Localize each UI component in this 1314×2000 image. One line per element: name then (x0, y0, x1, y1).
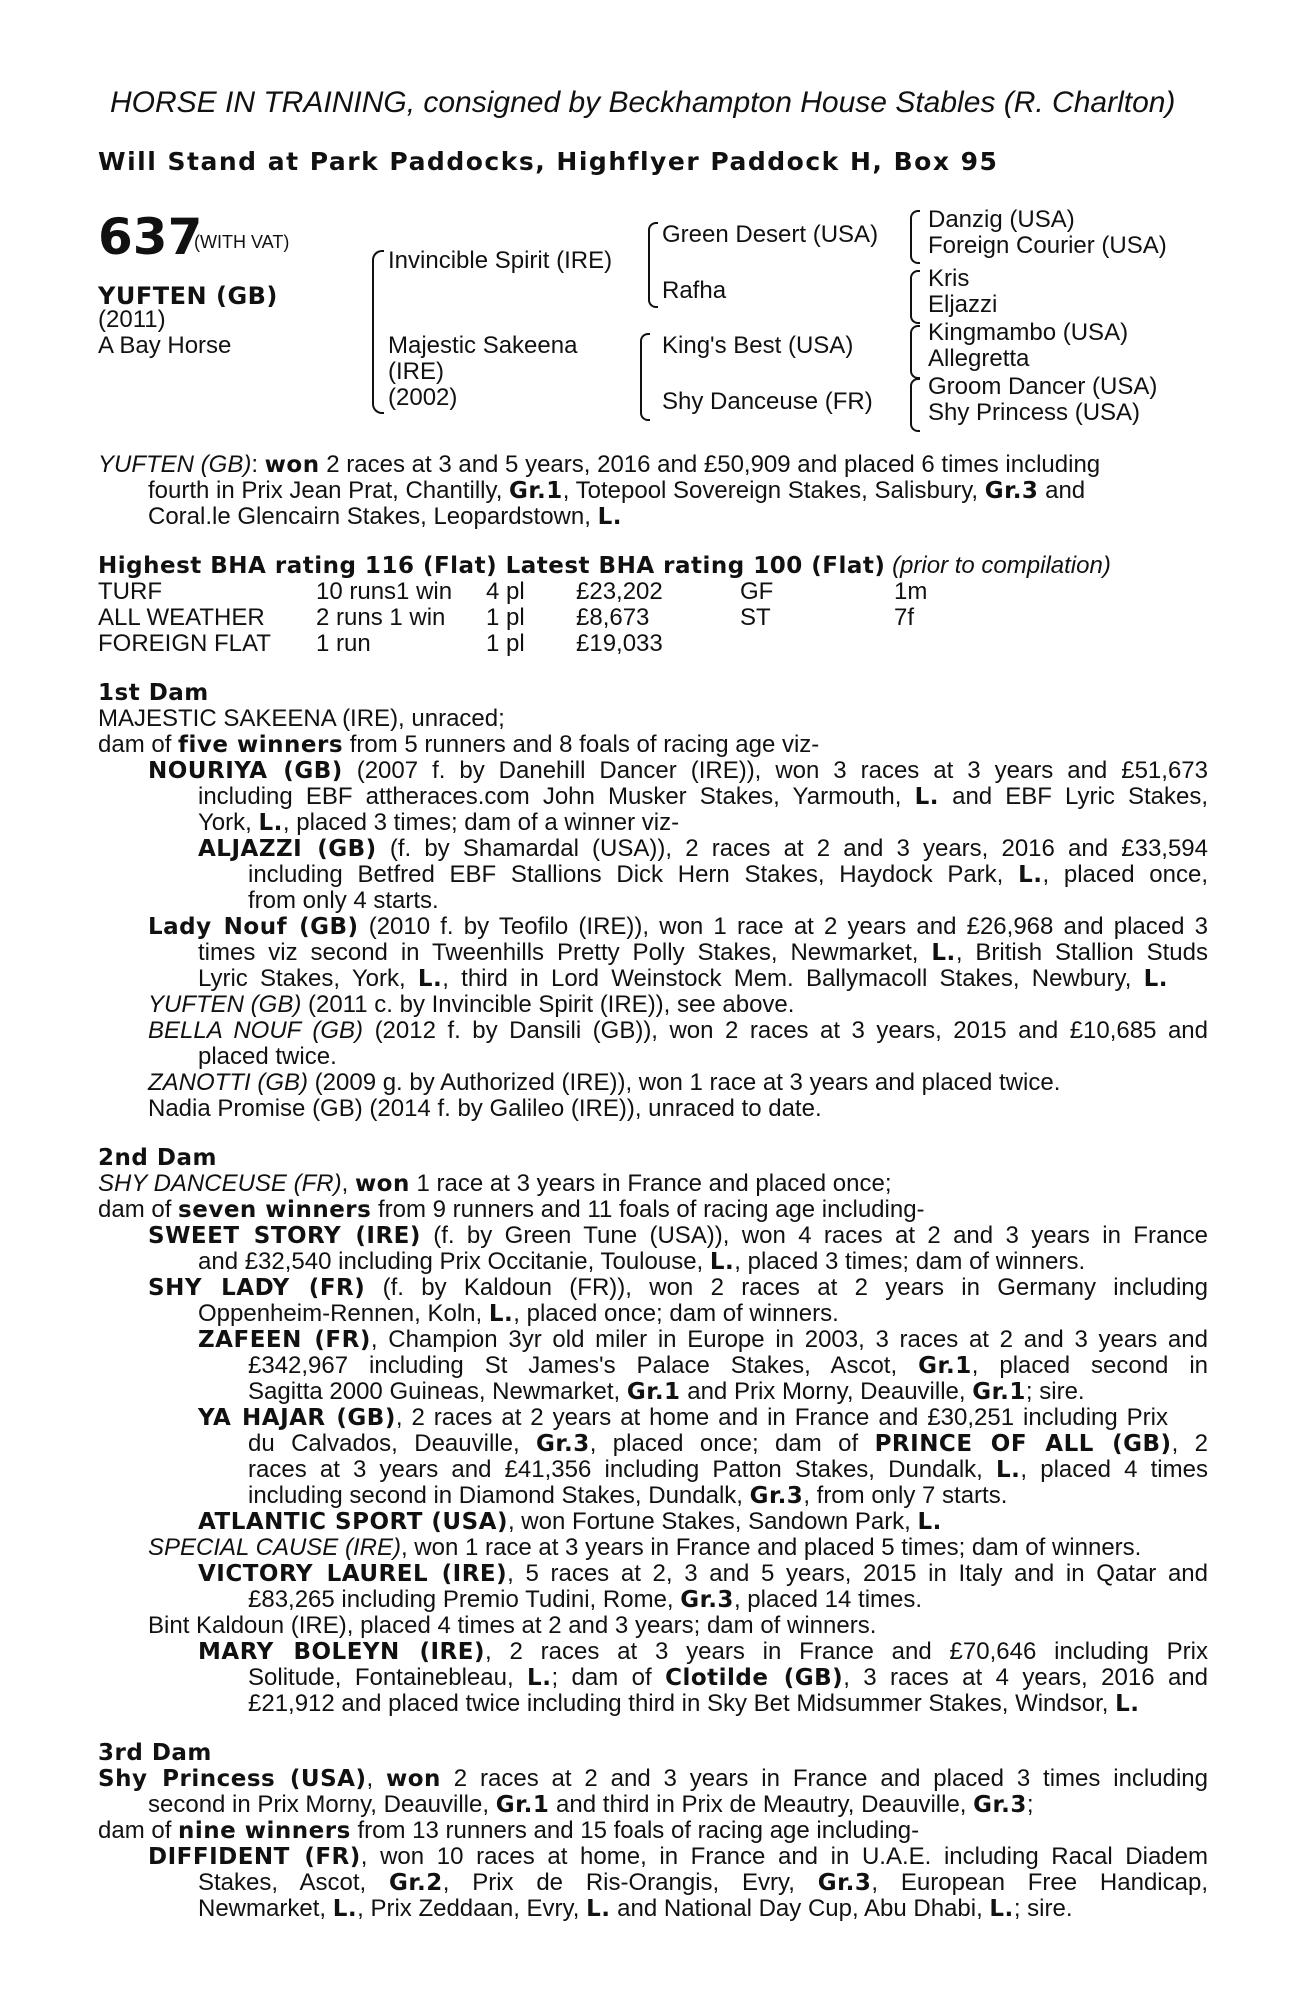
text: York, (198, 809, 259, 836)
ratings-header (98, 553, 1111, 579)
pedigree-sire: Invincible Spirit (IRE) (388, 247, 613, 274)
text: , placed second in (971, 1352, 1208, 1379)
text: du Calvados, Deauville, (248, 1430, 537, 1457)
text: and National Day Cup, Abu Dhabi, (610, 1895, 990, 1922)
text: £21,912 and placed twice including third in Sky Bet Midsummer Stakes, Windsor, (248, 1690, 1116, 1717)
pedigree-brace (910, 210, 920, 264)
grade-label: Gr.1 (495, 1792, 550, 1818)
dam1-line: MAJESTIC SAKEENA (IRE), unraced; (98, 705, 505, 732)
text: dam of (98, 1817, 179, 1844)
pedigree-brace (910, 378, 920, 432)
dam1-line (148, 1070, 1060, 1096)
text: , (366, 1765, 386, 1792)
text: dam of (98, 731, 179, 758)
dam2-line (148, 1223, 1208, 1249)
produce-name: BELLA NOUF (GB) (148, 1017, 364, 1044)
dam3-title: 3rd Dam (98, 1740, 212, 1766)
produce-name: ZANOTTI (GB) (148, 1069, 308, 1096)
listed-label: L. (1143, 966, 1169, 992)
dam2-line (248, 1431, 1208, 1457)
pedigree-sire-sire: Green Desert (USA) (662, 221, 879, 248)
summary-text: 2 races at 3 and 5 years, 2016 and £50,909 and placed 6 times including (319, 451, 1101, 478)
listed-label: L. (931, 940, 956, 966)
dam2-line (248, 1587, 922, 1613)
text: Lyric Stakes, York, (198, 965, 418, 992)
dam2-line (98, 1197, 925, 1223)
listed-label: L. (332, 1896, 358, 1922)
horse-name: YUFTEN (GB) (98, 282, 278, 310)
produce-name: ZAFEEN (FR) (198, 1327, 371, 1353)
table-cell: 7f (894, 604, 915, 631)
text: , Prix de Ris-Orangis, Evry, (442, 1869, 818, 1896)
horse-description: A Bay Horse (98, 332, 232, 359)
pedigree-brace (910, 270, 920, 324)
listed-label: L. (488, 1301, 514, 1327)
pedigree-sire-dam: Rafha (662, 277, 727, 304)
table-cell: GF (740, 578, 774, 605)
dam1-line (148, 1018, 1208, 1044)
pedigree-dam: Majestic Sakeena (388, 332, 578, 359)
text: (2011 c. by Invincible Spirit (IRE)), see above. (301, 991, 795, 1018)
table-cell: ST (740, 604, 771, 631)
text: , 5 races at 2, 3 and 5 years, 2015 in Italy and in Qatar and (507, 1560, 1208, 1587)
pedigree-brace (648, 222, 658, 308)
dam2-line (248, 1379, 1085, 1405)
pedigree-sdd: Eljazzi (928, 291, 998, 318)
summary-text: fourth in Prix Jean Prat, Chantilly, (148, 477, 510, 504)
dam2-line (198, 1639, 1208, 1665)
listed-label: L. (914, 784, 939, 810)
grade-label: Gr.2 (389, 1870, 443, 1896)
table-cell: 2 runs 1 win (316, 604, 446, 631)
won-label: won (386, 1766, 441, 1792)
dam2-line (248, 1483, 1007, 1509)
dam2-title: 2nd Dam (98, 1145, 217, 1171)
dam2-line (198, 1249, 1085, 1275)
dam2-line (198, 1509, 942, 1535)
table-cell: 1 pl (486, 604, 525, 631)
dam1-line (148, 758, 1208, 784)
text: and £32,540 including Prix Occitanie, Toulouse, (198, 1248, 710, 1275)
listed-label: L. (417, 966, 443, 992)
text: , placed once, (1042, 861, 1208, 888)
text: from 13 runners and 15 foals of racing age including- (350, 1817, 920, 1844)
dam2-line (248, 1457, 1208, 1483)
dam2-line (248, 1691, 1140, 1717)
summary-line-1: YUFTEN (GB): won 2 races at 3 and 5 years, 2016 and £50,909 and placed 6 times including (98, 451, 1101, 478)
pedigree-dds: Groom Dancer (USA) (928, 373, 1158, 400)
produce-name: MARY BOLEYN (IRE) (198, 1639, 485, 1665)
listed-label: L. (527, 1665, 552, 1691)
pedigree-dam-sire: King's Best (USA) (662, 332, 854, 359)
dam2-line (98, 1171, 892, 1197)
dam1-line: Nadia Promise (GB) (2014 f. by Galileo (IRE)), unraced to date. (148, 1095, 822, 1122)
produce-name: VICTORY LAUREL (IRE) (198, 1561, 508, 1587)
summary-text: Coral.le Glencairn Stakes, Leopardstown, (148, 503, 598, 530)
listed-label: L. (996, 1457, 1021, 1483)
winners-count: seven winners (178, 1197, 372, 1223)
dam2-line (248, 1353, 1208, 1379)
dam2-line: Bint Kaldoun (IRE), placed 4 times at 2 and 3 years; dam of winners. (148, 1612, 877, 1639)
text: including EBF attheraces.com John Musker Stakes, Yarmouth, (198, 783, 915, 810)
text: , won Fortune Stakes, Sandown Park, (507, 1508, 918, 1535)
table-cell: £23,202 (576, 578, 663, 605)
dam2-line (198, 1327, 1208, 1353)
ratings-title: Highest BHA rating 116 (Flat) Latest BHA rating 100 (Flat) (98, 553, 886, 579)
dam3-line (98, 1766, 1208, 1792)
dam3-line (148, 1844, 1208, 1870)
text: 1 race at 3 years in France and placed once; (409, 1170, 892, 1197)
pedigree-ddd: Shy Princess (USA) (928, 399, 1141, 426)
horse-year: (2011) (98, 306, 166, 333)
text: Oppenheim-Rennen, Koln, (198, 1300, 489, 1327)
table-cell: 1 run (316, 630, 371, 657)
text: ; dam of (551, 1664, 666, 1691)
text: ; sire. (1013, 1895, 1073, 1922)
text: Newmarket, (198, 1895, 333, 1922)
dam2-line (148, 1275, 1208, 1301)
text: including Betfred EBF Stallions Dick Hern Stakes, Haydock Park, (248, 861, 1019, 888)
dam1-line (198, 810, 679, 836)
dam1-title: 1st Dam (98, 680, 209, 706)
grade-label: Gr.3 (817, 1870, 872, 1896)
listed-label: L. (586, 1896, 611, 1922)
won-label: won (354, 1171, 410, 1197)
text: , third in Lord Weinstock Mem. Ballymacoll Stakes, Newbury, (442, 965, 1144, 992)
pedigree-dss: Kingmambo (USA) (928, 319, 1129, 346)
table-cell: 1m (894, 578, 928, 605)
grade-label: Gr.3 (984, 478, 1039, 504)
grade-label: Gr.3 (680, 1587, 734, 1613)
text: from 9 runners and 11 foals of racing age including- (371, 1196, 925, 1223)
consignor-heading: HORSE IN TRAINING, consigned by Beckhampton House Stables (R. Charlton) (110, 86, 1176, 119)
pedigree-sss: Danzig (USA) (928, 206, 1075, 233)
dam1-line (248, 862, 1208, 888)
produce-name: ALJAZZI (GB) (198, 836, 377, 862)
pedigree-dam-dam: Shy Danceuse (FR) (662, 388, 873, 415)
summary-line-2 (148, 478, 1085, 504)
stand-location: Will Stand at Park Paddocks, Highflyer Paddock H, Box 95 (98, 147, 999, 176)
produce-name: ATLANTIC SPORT (USA) (198, 1509, 508, 1535)
listed-label: L. (597, 504, 622, 530)
summary-line-3 (148, 504, 622, 530)
produce-name: YUFTEN (GB) (148, 991, 302, 1018)
winners-count: five winners (178, 732, 344, 758)
table-cell: 1 pl (486, 630, 525, 657)
text: second in Prix Morny, Deauville, (148, 1791, 496, 1818)
text: , 2 races at 2 years at home and in France and £30,251 including Prix (395, 1404, 1169, 1431)
listed-label: L. (709, 1249, 735, 1275)
table-cell: 4 pl (486, 578, 525, 605)
text: , won 1 race at 3 years in France and placed 5 times; dam of winners. (400, 1534, 1142, 1561)
summary-text: , Totepool Sovereign Stakes, Salisbury, (562, 477, 985, 504)
summary-text: and (1038, 477, 1086, 504)
text: £83,265 including Premio Tudini, Rome, (248, 1586, 681, 1613)
text: races at 3 years and £41,356 including Patton Stakes, Dundalk, (248, 1456, 997, 1483)
text: (2012 f. by Dansili (GB)), won 2 races at 3 years, 2015 and £10,685 and (363, 1017, 1208, 1044)
text: , placed once; dam of winners. (513, 1300, 839, 1327)
dam3-line (198, 1870, 1208, 1896)
grade-label: Gr.1 (918, 1353, 972, 1379)
text: and third in Prix de Meautry, Deauville, (549, 1791, 974, 1818)
text: , placed 3 times; dam of a winner viz- (282, 809, 680, 836)
pedigree-dam-year: (2002) (388, 384, 458, 411)
table-cell: ALL WEATHER (98, 604, 265, 631)
text: (2007 f. by Danehill Dancer (IRE)), won 3 races at 3 years and £51,673 (342, 757, 1208, 784)
produce-name: SHY LADY (FR) (148, 1275, 366, 1301)
grade-label: Gr.3 (536, 1431, 590, 1457)
grade-label: Gr.3 (749, 1483, 804, 1509)
dam3-line (98, 1818, 919, 1844)
vat-note: (WITH VAT) (194, 232, 290, 252)
grade-label: Gr.1 (626, 1379, 681, 1405)
produce-name: PRINCE OF ALL (GB) (874, 1431, 1172, 1457)
dam1-line (198, 836, 1208, 862)
pedigree-dam-origin: (IRE) (388, 358, 444, 385)
dam2-line (248, 1665, 1208, 1691)
text: Sagitta 2000 Guineas, Newmarket, (248, 1378, 627, 1405)
dam1-line (198, 966, 1168, 992)
text: (f. by Kaldoun (FR)), won 2 races at 2 years in Germany including (365, 1274, 1208, 1301)
text: , Champion 3yr old miler in Europe in 2003, 3 races at 2 and 3 years and (370, 1326, 1208, 1353)
text: , placed 14 times. (733, 1586, 923, 1613)
text: , British Stallion Studs (955, 939, 1208, 966)
text: dam of (98, 1196, 179, 1223)
dam1-line (198, 784, 1208, 810)
listed-label: L. (989, 1896, 1014, 1922)
dam1-line (148, 992, 794, 1018)
winners-count: nine winners (178, 1818, 351, 1844)
text: , placed 3 times; dam of winners. (734, 1248, 1086, 1275)
listed-label: L. (917, 1509, 942, 1535)
table-cell: £19,033 (576, 630, 663, 657)
dam-name: Shy Princess (USA) (98, 1766, 367, 1792)
text: ; sire. (1025, 1378, 1085, 1405)
table-cell: 10 runs1 win (316, 578, 453, 605)
text: £342,967 including St James's Palace Stakes, Ascot, (248, 1352, 919, 1379)
text: , 2 (1171, 1430, 1208, 1457)
grade-label: Gr.1 (509, 478, 563, 504)
text: , 2 races at 3 years in France and £70,646 including Prix (484, 1638, 1209, 1665)
text: , 3 races at 4 years, 2016 and (843, 1664, 1209, 1691)
pedigree-ssd: Foreign Courier (USA) (928, 232, 1167, 259)
dam2-line (198, 1301, 839, 1327)
text: , European Free Handicap, (871, 1869, 1208, 1896)
dam2-line (148, 1535, 1141, 1561)
dam3-line (198, 1896, 1073, 1922)
text: (2010 f. by Teofilo (IRE)), won 1 race at 2 years and £26,968 and placed 3 (358, 913, 1208, 940)
text: (2009 g. by Authorized (IRE)), won 1 race at 3 years and placed twice. (307, 1069, 1061, 1096)
table-cell: £8,673 (576, 604, 650, 631)
dam1-line: from only 4 starts. (248, 887, 439, 914)
text: ; (1026, 1791, 1034, 1818)
dam2-line (198, 1405, 1168, 1431)
produce-name: YA HAJAR (GB) (198, 1405, 396, 1431)
grade-label: Gr.3 (973, 1792, 1027, 1818)
table-cell: FOREIGN FLAT (98, 630, 271, 657)
produce-name: Clotilde (GB) (665, 1665, 844, 1691)
won-label: won (264, 452, 320, 478)
text: (f. by Shamardal (USA)), 2 races at 2 and 3 years, 2016 and £33,594 (376, 835, 1208, 862)
dam1-line (148, 914, 1208, 940)
produce-name: NOURIYA (GB) (148, 758, 343, 784)
text: Solitude, Fontainebleau, (248, 1664, 528, 1691)
text: 2 races at 2 and 3 years in France and placed 3 times including (440, 1765, 1208, 1792)
dam1-line (98, 732, 819, 758)
listed-label: L. (1115, 1691, 1140, 1717)
text: (f. by Green Tune (USA)), won 4 races at 2 and 3 years in France (420, 1222, 1208, 1249)
grade-label: Gr.1 (972, 1379, 1026, 1405)
text: , placed 4 times (1020, 1456, 1208, 1483)
listed-label: L. (1018, 862, 1043, 888)
produce-name: SWEET STORY (IRE) (148, 1223, 421, 1249)
ratings-note: (prior to compilation) (892, 552, 1111, 579)
dam2-line (198, 1561, 1208, 1587)
produce-name: SPECIAL CAUSE (IRE) (148, 1534, 401, 1561)
produce-name: Lady Nouf (GB) (148, 914, 359, 940)
text: from 5 runners and 8 foals of racing age viz- (343, 731, 820, 758)
summary-horse: YUFTEN (GB) (98, 451, 252, 478)
dam1-line: placed twice. (198, 1043, 337, 1070)
dam-name: SHY DANCEUSE (FR) (98, 1170, 342, 1197)
lot-number: 637 (98, 208, 203, 266)
text: times viz second in Tweenhills Pretty Polly Stakes, Newmarket, (198, 939, 932, 966)
pedigree-dsd: Allegretta (928, 345, 1030, 372)
pedigree-brace (910, 325, 920, 379)
table-cell: TURF (98, 578, 162, 605)
dam3-line (148, 1792, 1034, 1818)
text: Stakes, Ascot, (198, 1869, 390, 1896)
pedigree-sds: Kris (928, 265, 970, 292)
text: , from only 7 starts. (803, 1482, 1008, 1509)
produce-name: DIFFIDENT (FR) (148, 1844, 361, 1870)
dam1-line (198, 940, 1208, 966)
text: , won 10 races at home, in France and in U.A.E. including Racal Diadem (360, 1843, 1208, 1870)
text: and Prix Morny, Deauville, (680, 1378, 973, 1405)
pedigree-brace (372, 250, 384, 414)
text: , placed once; dam of (589, 1430, 875, 1457)
pedigree-brace (640, 333, 650, 421)
text: including second in Diamond Stakes, Dundalk, (248, 1482, 750, 1509)
text: , Prix Zeddaan, Evry, (357, 1895, 587, 1922)
text: and EBF Lyric Stakes, (938, 783, 1208, 810)
text: , (341, 1170, 355, 1197)
listed-label: L. (258, 810, 283, 836)
